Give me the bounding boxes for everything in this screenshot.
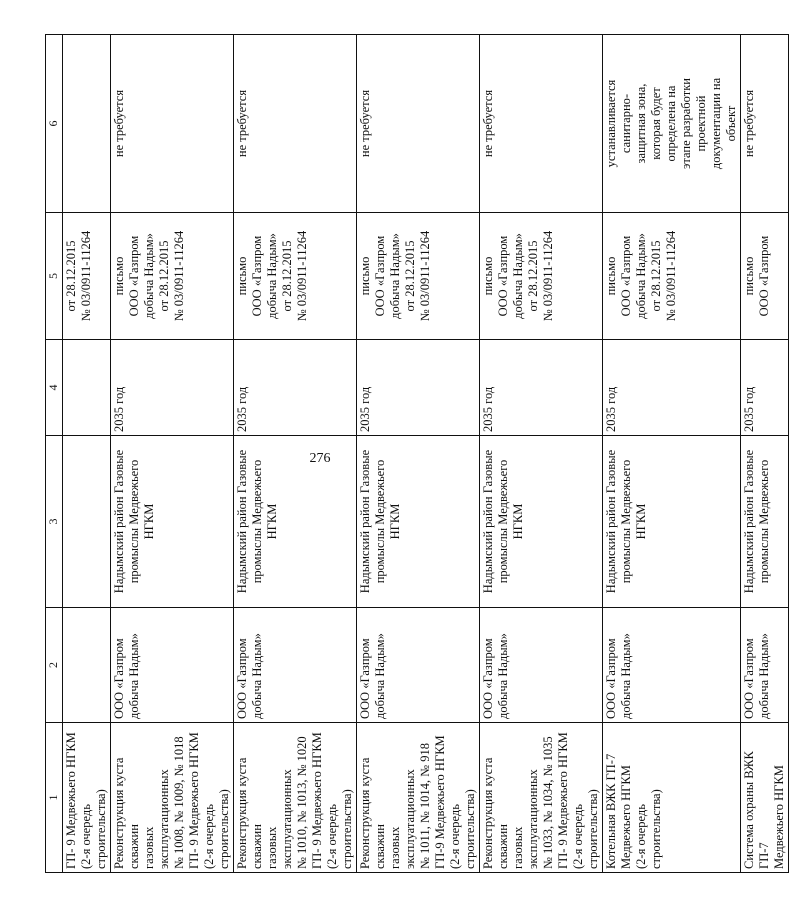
cell-line: ООО «Газпром bbox=[481, 638, 495, 719]
cell-line: промыслы Медвежьего bbox=[757, 459, 771, 584]
cell-line: промыслы Медвежьего bbox=[127, 459, 141, 584]
cell-line: добыча Надым» bbox=[127, 633, 141, 719]
header-row bbox=[46, 35, 63, 873]
cell-line: добыча Надым» bbox=[634, 233, 648, 319]
cell-line: (2-я очередь строительства) bbox=[202, 789, 231, 869]
cell-line: НГКМ bbox=[142, 503, 156, 540]
cell-line: № 1010, № 1013, № 1020 bbox=[295, 736, 309, 869]
sanitary-zone-cell bbox=[480, 35, 603, 213]
cell-line: Надымский район Газовые bbox=[112, 449, 126, 594]
cell-line: письмо bbox=[604, 256, 618, 296]
cell-line: ГП-9 Медвежьего НГКМ bbox=[433, 735, 447, 869]
document-cell bbox=[234, 213, 357, 340]
location-cell bbox=[63, 436, 111, 608]
cell-line: Система охраны ВЖК ГП-7 bbox=[742, 751, 771, 869]
cell-line: ООО «Газпром bbox=[496, 235, 510, 317]
cell-line: № 1011, № 1014, № 918 bbox=[418, 743, 432, 869]
table-row bbox=[357, 35, 480, 873]
cell-line: защитная зона, bbox=[634, 83, 648, 164]
cell-line: Котельная ВЖК ГП-7 bbox=[604, 753, 618, 869]
column-header: 3 bbox=[46, 436, 63, 608]
cell-line: (2-я очередь строительства) bbox=[79, 789, 108, 869]
cell-line: ООО «Газпром bbox=[742, 638, 756, 719]
cell-line: промыслы Медвежьего bbox=[619, 459, 633, 584]
cell-line: санитарно- bbox=[619, 93, 633, 154]
document-cell bbox=[63, 213, 111, 340]
cell-line: промыслы Медвежьего bbox=[496, 459, 510, 584]
cell-line: 2035 год bbox=[112, 386, 126, 432]
cell-line: № 1033, № 1034, № 1035 bbox=[541, 736, 555, 869]
year-cell bbox=[603, 340, 741, 436]
cell-line: ГП- 9 Медвежьего НГКМ bbox=[310, 732, 324, 869]
cell-line: газовых эксплуатационных bbox=[511, 769, 540, 869]
cell-line: не требуется bbox=[742, 89, 756, 158]
object-name-cell bbox=[357, 723, 480, 873]
object-name-cell bbox=[63, 723, 111, 873]
cell-line: ООО «Газпром bbox=[757, 235, 771, 317]
object-name-cell bbox=[480, 723, 603, 873]
owner-cell bbox=[111, 608, 234, 723]
column-header: 5 bbox=[46, 213, 63, 340]
location-cell bbox=[603, 436, 741, 608]
owner-cell bbox=[63, 608, 111, 723]
year-cell bbox=[111, 340, 234, 436]
table-row bbox=[741, 35, 789, 873]
document-cell bbox=[741, 213, 789, 340]
year-cell bbox=[234, 340, 357, 436]
cell-line: письмо bbox=[358, 256, 372, 296]
cell-line: промыслы Медвежьего bbox=[373, 459, 387, 584]
cell-line: Надымский район Газовые bbox=[358, 449, 372, 594]
cell-line: этапе разработки bbox=[679, 78, 693, 169]
cell-line: Реконструкция куста скважин bbox=[481, 757, 510, 869]
cell-line: добыча Надым» bbox=[388, 233, 402, 319]
cell-line: добыча Надым» bbox=[496, 633, 510, 719]
owner-cell bbox=[480, 608, 603, 723]
cell-line: № 1008, № 1009, № 1018 bbox=[172, 736, 186, 869]
cell-line: не требуется bbox=[358, 89, 372, 158]
column-header: 2 bbox=[46, 608, 63, 723]
cell-line: добыча Надым» bbox=[250, 633, 264, 719]
cell-line: от 28.12.2015 bbox=[157, 240, 171, 312]
cell-line: от 28.12.2015 bbox=[403, 240, 417, 312]
document-cell bbox=[111, 213, 234, 340]
cell-line: Реконструкция куста скважин bbox=[235, 757, 264, 869]
cell-line: ООО «Газпром bbox=[619, 235, 633, 317]
cell-line: газовых эксплуатационных bbox=[265, 769, 294, 869]
owner-cell bbox=[234, 608, 357, 723]
cell-line: добыча Надым» bbox=[373, 633, 387, 719]
cell-line: 2035 год bbox=[358, 386, 372, 432]
cell-line: от 28.12.2015 bbox=[280, 240, 294, 312]
cell-line: добыча Надым» bbox=[511, 233, 525, 319]
cell-line: добыча Надым» bbox=[265, 233, 279, 319]
document-cell bbox=[357, 213, 480, 340]
cell-line: письмо bbox=[112, 256, 126, 296]
table-row bbox=[480, 35, 603, 873]
cell-line: № 03/0911-11264 bbox=[295, 230, 309, 322]
cell-line: № 03/0911-11264 bbox=[172, 230, 186, 322]
cell-line: газовых эксплуатационных bbox=[388, 769, 417, 869]
year-cell bbox=[741, 340, 789, 436]
cell-line: № 03/0911-11264 bbox=[664, 230, 678, 322]
cell-line: от 28.12.2015 bbox=[526, 240, 540, 312]
table-row bbox=[234, 35, 357, 873]
cell-line: НГКМ bbox=[388, 503, 402, 540]
cell-line: ООО «Газпром bbox=[373, 235, 387, 317]
cell-line: ООО «Газпром bbox=[112, 638, 126, 719]
cell-line: 2035 год bbox=[604, 386, 618, 432]
cell-line: Медвежьего НГКМ bbox=[772, 765, 786, 869]
cell-line: письмо bbox=[481, 256, 495, 296]
table-row bbox=[603, 35, 741, 873]
cell-line: от 28.12.2015 bbox=[64, 240, 78, 312]
object-name-cell bbox=[111, 723, 234, 873]
cell-line: (2-я очередь строительства) bbox=[325, 789, 354, 869]
cell-line: от 28.12.2015 bbox=[649, 240, 663, 312]
cell-line: Надымский район Газовые bbox=[604, 449, 618, 594]
cell-line: 2035 год bbox=[742, 386, 756, 432]
cell-line: ГП- 9 Медвежьего НГКМ bbox=[64, 732, 78, 869]
location-cell bbox=[111, 436, 234, 608]
owner-cell bbox=[357, 608, 480, 723]
page-number: 276 bbox=[309, 451, 331, 466]
column-header: 6 bbox=[46, 35, 63, 213]
cell-line: документации на bbox=[709, 77, 723, 170]
cell-line: Надымский район Газовые bbox=[481, 449, 495, 594]
sanitary-zone-cell bbox=[234, 35, 357, 213]
owner-cell bbox=[603, 608, 741, 723]
cell-line: НГКМ bbox=[634, 503, 648, 540]
cell-line: Надымский район Газовые bbox=[235, 449, 249, 594]
cell-line: которая будет bbox=[649, 87, 663, 160]
cell-line: объект bbox=[724, 105, 738, 142]
column-header: 1 bbox=[46, 723, 63, 873]
cell-line: ГП- 9 Медвежьего НГКМ bbox=[187, 732, 201, 869]
cell-line: (2-я очередь строительства) bbox=[448, 789, 477, 869]
cell-line: Реконструкция куста скважин bbox=[112, 757, 141, 869]
cell-line: не требуется bbox=[481, 89, 495, 158]
cell-line: Надымский район Газовые bbox=[742, 449, 756, 594]
location-cell bbox=[741, 436, 789, 608]
cell-line: проектной bbox=[694, 95, 708, 152]
cell-line: добыча Надым» bbox=[142, 233, 156, 319]
cell-line: 2035 год bbox=[235, 386, 249, 432]
sanitary-zone-cell bbox=[63, 35, 111, 213]
table-row bbox=[111, 35, 234, 873]
cell-line: ООО «Газпром bbox=[250, 235, 264, 317]
cell-line: определена на bbox=[664, 85, 678, 162]
object-name-cell bbox=[603, 723, 741, 873]
cell-line: 2035 год bbox=[481, 386, 495, 432]
cell-line: газовых эксплуатационных bbox=[142, 769, 171, 869]
year-cell bbox=[63, 340, 111, 436]
document-cell bbox=[480, 213, 603, 340]
cell-line: № 03/0911-11264 bbox=[418, 230, 432, 322]
cell-line: добыча Надым» bbox=[757, 633, 771, 719]
cell-line: не требуется bbox=[235, 89, 249, 158]
cell-line: № 03/0911-11264 bbox=[541, 230, 555, 322]
sanitary-zone-cell bbox=[111, 35, 234, 213]
cell-line: добыча Надым» bbox=[619, 633, 633, 719]
cell-line: (2-я очередь строительства) bbox=[571, 789, 600, 869]
object-name-cell bbox=[741, 723, 789, 873]
cell-line: ООО «Газпром bbox=[127, 235, 141, 317]
sanitary-zone-cell bbox=[603, 35, 741, 213]
cell-line: НГКМ bbox=[511, 503, 525, 540]
cell-line: не требуется bbox=[112, 89, 126, 158]
cell-line: письмо bbox=[742, 256, 756, 296]
cell-line: ООО «Газпром bbox=[604, 638, 618, 719]
cell-line: НГКМ bbox=[265, 503, 279, 540]
column-header: 4 bbox=[46, 340, 63, 436]
table-row bbox=[63, 35, 111, 873]
cell-line: Медвежьего НГКМ bbox=[619, 765, 633, 869]
cell-line: № 03/0911-11264 bbox=[79, 230, 93, 322]
cell-line: ООО «Газпром bbox=[358, 638, 372, 719]
sanitary-zone-cell bbox=[357, 35, 480, 213]
sanitary-zone-cell bbox=[741, 35, 789, 213]
cell-line: (2-я очередь строительства) bbox=[634, 789, 663, 869]
cell-line: ООО «Газпром bbox=[235, 638, 249, 719]
year-cell bbox=[357, 340, 480, 436]
location-cell bbox=[357, 436, 480, 608]
location-cell bbox=[234, 436, 357, 608]
cell-line: промыслы Медвежьего bbox=[250, 459, 264, 584]
cell-line: Реконструкция куста скважин bbox=[358, 757, 387, 869]
rotated-table-container bbox=[45, 35, 786, 873]
location-cell bbox=[480, 436, 603, 608]
data-table bbox=[45, 34, 789, 873]
document-cell bbox=[603, 213, 741, 340]
year-cell bbox=[480, 340, 603, 436]
owner-cell bbox=[741, 608, 789, 723]
cell-line: письмо bbox=[235, 256, 249, 296]
object-name-cell bbox=[234, 723, 357, 873]
cell-line: устанавливается bbox=[604, 79, 618, 168]
cell-line: ГП- 9 Медвежьего НГКМ bbox=[556, 732, 570, 869]
